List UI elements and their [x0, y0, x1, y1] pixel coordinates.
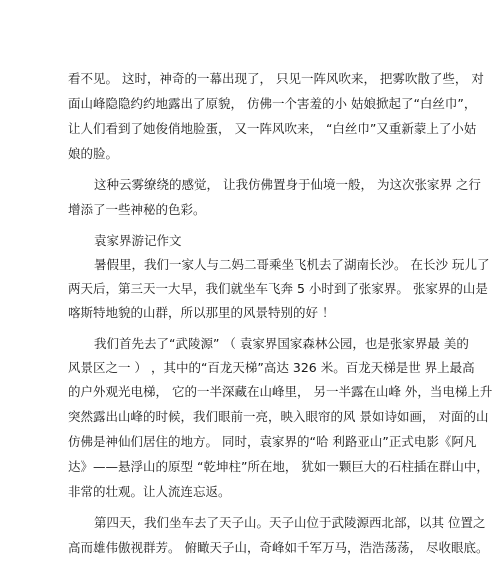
paragraph-line: 喀斯特地貌的山群，所以那里的风景特别的好 ！ — [68, 305, 335, 320]
paragraph-line: 让人们看到了她俊俏地脸蛋， 又一阵风吹来， “白丝巾”又重新蒙上了小姑 — [68, 121, 477, 136]
paragraph-line: 的户外观光电梯， 它的一半深藏在山峰里， 另一半露在山峰 外，当电梯上升 — [68, 384, 493, 399]
paragraph-line: 达》——悬浮山的原型 “乾坤柱”所在地， 犹如一颗巨大的石柱插在群山中， — [68, 459, 489, 474]
paragraph-line: 非常的壮观。让人流连忘返。 — [68, 484, 231, 499]
paragraph-line: 仿佛是神仙们居住的地方。 同时，袁家界的“哈 利路亚山”正式电影《阿凡 — [68, 434, 477, 449]
paragraph-line: 娘的脸。 — [68, 146, 119, 161]
paragraph-line: 突然露出山峰的时候，我们眼前一亮，映入眼帘的风 景如诗如画， 对面的山 — [68, 409, 489, 424]
paragraph-line: 暑假里，我们一家人与二妈二哥乘坐飞机去了湖南长沙。 在长沙 玩儿了 — [94, 257, 490, 272]
section-heading: 袁家界游记作文 — [94, 233, 182, 248]
paragraph-line: 增添了一些神秘的色彩。 — [68, 202, 206, 217]
paragraph-line: 我们首先去了“武陵源” （ 袁家界国家森林公园，也是张家界最 美的 — [94, 336, 469, 351]
paragraph-line: 看不见。 这时，神奇的一幕出现了， 只见一阵风吹来， 把雾吹散了些， 对 — [68, 71, 484, 86]
paragraph-line: 风景区之一 ） ，其中的“百龙天梯”高达 326 米。百龙天梯是世 界上最高 — [68, 360, 475, 375]
paragraph-line: 两天后，第三天一大早，我们就坐车飞奔 5 小时到了张家界。 张家界的山是 — [68, 281, 488, 296]
paragraph-line: 第四天，我们坐车去了天子山。天子山位于武陵源西北部，以其 位置之 — [94, 515, 486, 530]
paragraph-line: 这种云雾缭绕的感觉， 让我仿佛置身于仙境一般， 为这次张家界 之行 — [94, 177, 481, 192]
paragraph-line: 面山峰隐隐约约地露出了原貌， 仿佛一个害羞的小 姑娘掀起了“白丝巾”， — [68, 96, 477, 111]
paragraph-line: 高而雄伟傲视群芳。 俯瞰天子山，奇峰如千军万马，浩浩荡荡， 尽收眼底。 — [68, 540, 489, 555]
